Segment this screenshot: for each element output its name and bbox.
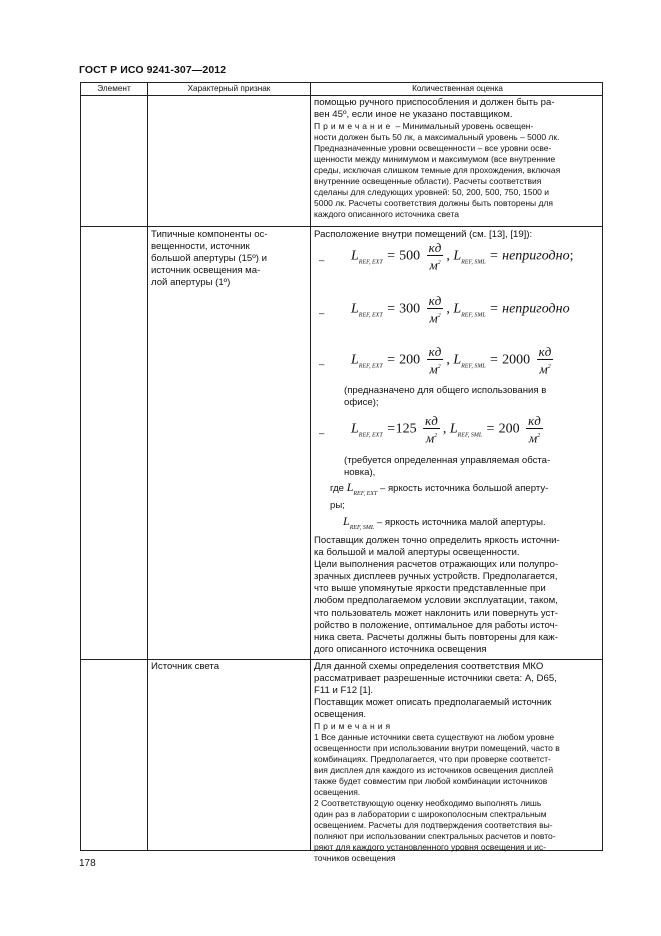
formula-4-comment <box>344 455 600 479</box>
column-divider <box>310 83 311 850</box>
text-line: что пользователь может наклонить или повернуть уст- <box>314 607 558 619</box>
list-dash: – <box>319 359 325 370</box>
column-header-assessment: Количественная оценка <box>412 84 503 93</box>
text-line: любом предполагаемом условии эксплуатации, таком, <box>314 595 558 607</box>
row-divider <box>81 226 602 227</box>
note-line: каждого описанного источника света <box>314 209 460 220</box>
note-line: один раз в лаборатории с широкополосным спектральным <box>314 809 547 820</box>
list-dash: – <box>319 428 325 439</box>
text-line: ника света. Расчеты должны быть повторены для каж- <box>314 631 558 643</box>
unit-fraction: $\frac{кд}{м^2}$ <box>538 344 552 377</box>
note-line: Предназначенные уровни освещенности – все уровни осве- <box>314 143 552 154</box>
text-line: что выше упомянутые яркости представленные при <box>314 583 546 595</box>
row-divider <box>81 659 602 660</box>
text-line: Цели выполнения расчетов отражающих или полупро- <box>314 559 559 571</box>
where-label: где <box>330 483 345 494</box>
formula-3: $L_{REF, EXT} = 200$ $\frac{кд}{м^2}$ , $L_{REF, SML} = 2000$ $\frac{кд}{м^2}$ <box>351 344 552 377</box>
unit-fraction: $\frac{кд}{м^2}$ <box>425 413 438 446</box>
note-block <box>314 121 599 220</box>
text-line: (предназначено для общего использования в <box>344 385 547 396</box>
formula-4: $L_{REF, EXT} =125$ $\frac{кд}{м^2}$ , $L_{REF, SML} = 200$ $\frac{кд}{м^2}$ <box>351 413 541 446</box>
note-line: 1 Все данные источники света существуют на любом уровне <box>314 732 555 743</box>
text-line: новка), <box>344 467 376 479</box>
note-line: точников освещения <box>314 853 396 864</box>
note-line: сделаны для следующих уровней: 50, 200, 500, 750, 1500 и <box>314 187 550 198</box>
definition-sml: $L_{REF, SML}$ – яркость источника малой апертуры. <box>343 514 546 531</box>
note-line: освещением. Расчеты для подтверждения соответствия вы- <box>314 820 553 831</box>
note-line: комбинациях. Предполагается, что при проверке соответст- <box>314 754 551 765</box>
note-line: 2 Соответствующую оценку необходимо выполнять лишь <box>314 798 542 809</box>
text-line: источник освещения ма- <box>151 265 261 277</box>
text-line: Поставщик может описать предполагаемый источник <box>314 697 552 709</box>
text-line: освещения. <box>314 709 367 721</box>
row3-assessment <box>314 661 599 864</box>
text-line: F11 и F12 [1]. <box>314 685 374 697</box>
note-text: – Минимальный уровень освещен- <box>395 121 534 132</box>
notes-block <box>314 721 599 864</box>
note-line: внутренние освещенные области). Расчеты соответствия <box>314 176 542 187</box>
formula-1: $L_{REF, EXT} = 500$ $\frac{кд}{м^2}$ , $L_{REF, SML}$ = непригодно; <box>351 240 574 273</box>
note-line: ряют для каждого установленного уровня освещения и ис- <box>314 842 546 853</box>
text-line: (требуется определенная управляемая обста- <box>344 455 551 466</box>
header-divider <box>81 95 602 96</box>
text-line: ройство в положение, оптимальное для работы источ- <box>314 619 558 631</box>
note-line: также будет совместим при любой комбинации источников <box>314 776 548 787</box>
list-dash: – <box>319 308 325 319</box>
text-line: Поставщик должен точно определить яркость источни- <box>314 535 560 546</box>
note-line: среды, исключая слишком темные для прохождения, включая <box>314 165 561 176</box>
row2-feature <box>151 229 305 289</box>
note-line: освещенности при использовании внутри помещений, часто в <box>314 743 560 754</box>
unit-fraction: $\frac{кд}{м^2}$ <box>428 293 442 326</box>
text-line: большой апертуры (15º) и <box>151 253 267 265</box>
document-header: ГОСТ Р ИСО 9241-307—2012 <box>79 64 227 76</box>
note-line: щенности между минимумом и максимумом (все внутренние <box>314 154 556 165</box>
formula-2: $L_{REF, EXT} = 300$ $\frac{кд}{м^2}$ , $L_{REF, SML}$ = непригодно <box>351 293 570 326</box>
text-line: помощью ручного приспособления и должен быть ра- <box>314 97 555 108</box>
definition-ext: где $L_{REF, EXT}$ – яркость источника большой аперту- ры; <box>330 481 600 512</box>
row3-feature: Источник света <box>151 661 220 672</box>
unit-fraction: $\frac{кд}{м^2}$ <box>428 240 442 273</box>
column-divider <box>147 83 148 850</box>
text-line: дого описанного источника освещения <box>314 643 487 655</box>
unit-fraction: $\frac{кд}{м^2}$ <box>428 344 442 377</box>
text-line: лой апертуры (1º) <box>151 277 231 289</box>
unit-fraction: $\frac{кд}{м^2}$ <box>528 413 541 446</box>
note-line: вия дисплея для каждого из источников освещения дисплей <box>314 765 554 776</box>
text-line: вещенности, источник <box>151 241 250 253</box>
text-line: ка большой и малой апертуры освещенности. <box>314 547 520 559</box>
note-line: полняют при использовании спектральных расчетов и повто- <box>314 831 556 842</box>
text-line: вен 45º, если иное не указано поставщиком. <box>314 109 513 121</box>
column-header-feature: Характерный признак <box>187 84 271 93</box>
text-line: рассматривает разрешенные источники света: A, D65, <box>314 673 557 685</box>
page-number: 178 <box>79 858 96 869</box>
text-line: офисе); <box>344 397 379 409</box>
list-dash: – <box>319 255 325 266</box>
row2-intro: Расположение внутри помещений (см. [13], [19]): <box>314 229 533 240</box>
text-line: Типичные компоненты ос- <box>151 229 268 240</box>
note-line: освещения. <box>314 787 361 798</box>
column-header-element: Элемент <box>97 84 131 93</box>
note-label: Примечание <box>314 121 394 132</box>
row1-assessment <box>314 97 599 220</box>
row2-paragraphs <box>314 535 599 656</box>
note-line: ности должен быть 50 лк, а максимальный уровень – 5000 лк. <box>314 132 560 143</box>
note-line: 5000 лк. Расчеты соответствия должны быть повторены для <box>314 198 554 209</box>
text-line: Для данной схемы определения соответствия МКО <box>314 661 544 672</box>
text-line: зрачных дисплеев ручных устройств. Предполагается, <box>314 571 558 583</box>
notes-label: Примечания <box>314 721 394 732</box>
formula-3-comment <box>344 385 600 409</box>
text-line: ры; <box>330 500 345 512</box>
